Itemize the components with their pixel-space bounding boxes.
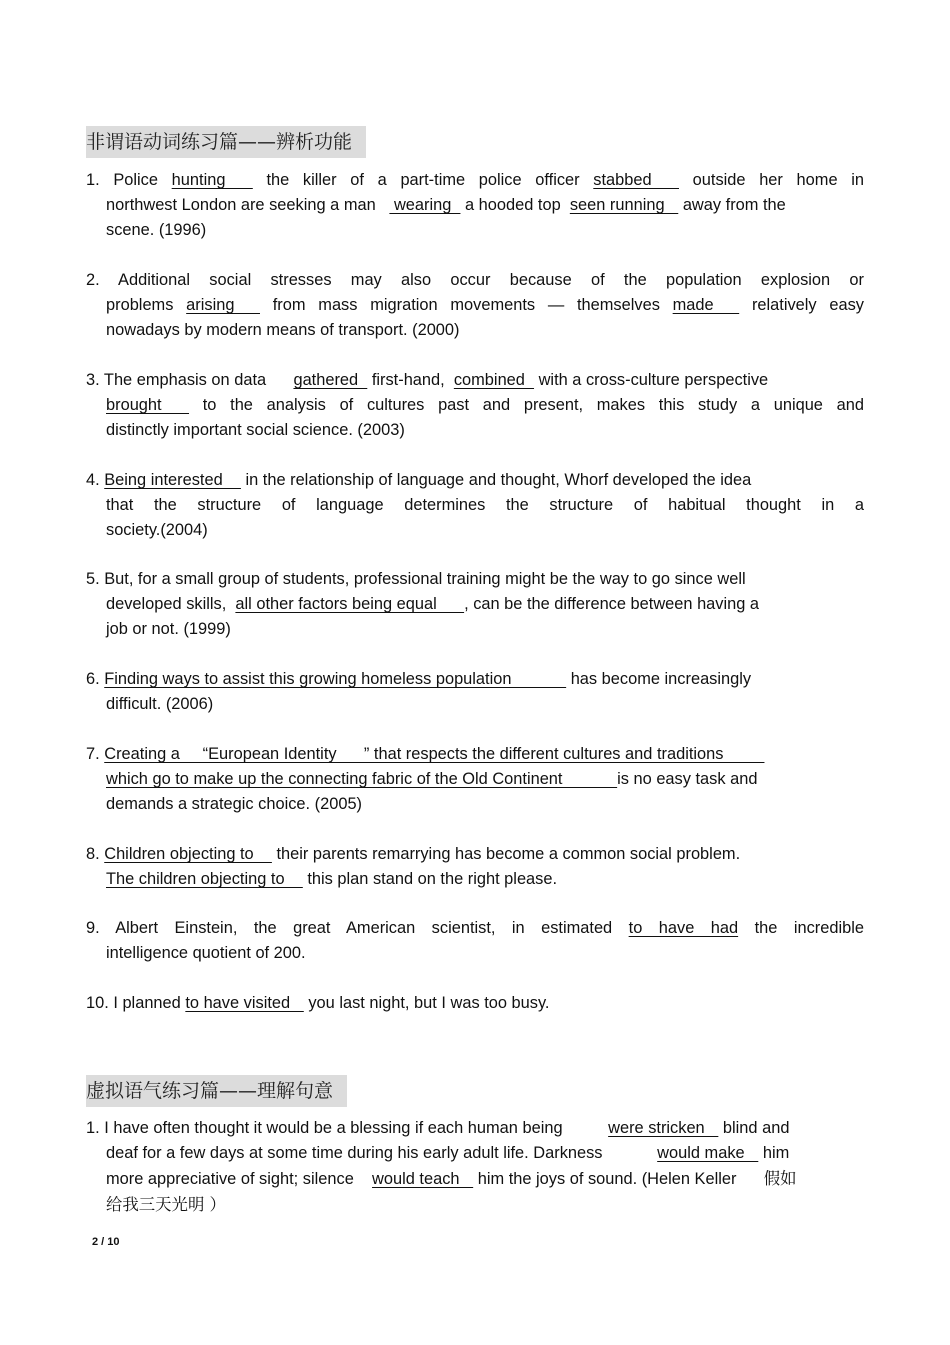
answer-blank: all other factors being equal bbox=[235, 595, 465, 613]
answer-blank: to have had bbox=[628, 919, 739, 937]
answer-blank: brought bbox=[106, 396, 190, 414]
answer-blank: Being interested bbox=[104, 471, 241, 489]
item-line: brought to the analysis of cultures past and present, makes this study a unique and bbox=[106, 396, 864, 414]
item-line: job or not. (1999) bbox=[106, 620, 231, 638]
section-heading-subjunctive: 虚拟语气练习篇——理解句意 bbox=[86, 1075, 347, 1107]
answer-blank: which go to make up the connecting fabric of the Old Continent bbox=[106, 770, 618, 788]
item-line: which go to make up the connecting fabric of the Old Continent is no easy task and bbox=[106, 770, 758, 788]
answer-blank: were stricken bbox=[608, 1119, 719, 1137]
exercise-item-4 bbox=[86, 468, 864, 543]
item-line: that the structure of language determines the structure of habitual thought in a bbox=[106, 496, 864, 514]
subjunctive-item-1 bbox=[86, 1116, 864, 1217]
answer-blank: would teach bbox=[372, 1170, 474, 1188]
answer-blank: arising bbox=[186, 296, 260, 314]
item-line: difficult. (2006) bbox=[106, 695, 214, 713]
item-line: 3. The emphasis on data gathered first-hand, combined with a cross-culture perspective bbox=[86, 371, 769, 389]
answer-blank: to have visited bbox=[185, 994, 304, 1012]
item-line: society.(2004) bbox=[106, 521, 208, 539]
item-line: deaf for a few days at some time during his early adult life. Darkness would make him bbox=[106, 1144, 790, 1162]
item-line: The children objecting to this plan stand on the right please. bbox=[106, 870, 558, 888]
answer-blank: wearing bbox=[389, 196, 461, 214]
item-line: 7. Creating a “European Identity ” that respects the different cultures and traditions bbox=[86, 745, 765, 763]
item-line: 6. Finding ways to assist this growing homeless population has become increasingly bbox=[86, 670, 752, 688]
answer-blank: combined bbox=[453, 371, 535, 389]
item-line: 2. Additional social stresses may also occur because of the population explosion or bbox=[86, 271, 864, 289]
exercise-item-10 bbox=[86, 991, 864, 1016]
answer-blank: Finding ways to assist this growing homeless population bbox=[104, 670, 567, 688]
exercise-item-3 bbox=[86, 368, 864, 443]
item-line: distinctly important social science. (2003) bbox=[106, 421, 405, 439]
exercise-item-5 bbox=[86, 567, 864, 642]
answer-blank: Creating a “European Identity ” that respects the different cultures and traditions bbox=[104, 745, 765, 763]
item-line: 4. Being interested in the relationship of language and thought, Whorf developed the idea bbox=[86, 471, 752, 489]
item-line: intelligence quotient of 200. bbox=[106, 944, 306, 962]
item-line: 1. Police hunting the killer of a part-time police officer stabbed outside her home in bbox=[86, 171, 864, 189]
item-line: 8. Children objecting to their parents remarrying has become a common social problem. bbox=[86, 845, 741, 863]
exercise-item-8 bbox=[86, 842, 864, 892]
item-line: problems arising from mass migration movements — themselves made relatively easy bbox=[106, 296, 865, 314]
answer-blank: hunting bbox=[171, 171, 253, 189]
answer-blank: would make bbox=[657, 1144, 759, 1162]
item-line: demands a strategic choice. (2005) bbox=[106, 795, 363, 813]
item-line: 9. Albert Einstein, the great American scientist, in estimated to have had the incredible bbox=[86, 919, 864, 937]
answer-blank: The children objecting to bbox=[106, 870, 303, 888]
item-line: more appreciative of sight; silence would teach him the joys of sound. (Helen Keller 假如 bbox=[106, 1169, 797, 1188]
answer-blank: seen running bbox=[569, 196, 679, 214]
exercise-item-7 bbox=[86, 742, 864, 817]
exercise-item-2 bbox=[86, 268, 864, 343]
exercise-item-9 bbox=[86, 916, 864, 966]
answer-blank: stabbed bbox=[593, 171, 679, 189]
item-line: 10. I planned to have visited you last night, but I was too busy. bbox=[86, 994, 550, 1012]
answer-blank: gathered bbox=[293, 371, 368, 389]
item-line: scene. (1996) bbox=[106, 221, 207, 239]
answer-blank: Children objecting to bbox=[104, 845, 272, 863]
page-number: 2 / 10 bbox=[92, 1236, 120, 1248]
section-heading-nonfinite-verbs: 非谓语动词练习篇——辨析功能 bbox=[86, 126, 366, 158]
item-line: 给我三天光明 ） bbox=[106, 1195, 226, 1214]
answer-blank: made bbox=[672, 296, 740, 314]
exercise-item-1 bbox=[86, 168, 864, 243]
item-line: developed skills, all other factors being equal , can be the difference between having a bbox=[106, 595, 760, 613]
item-line: 5. But, for a small group of students, professional training might be the way to go since well bbox=[86, 570, 746, 588]
item-line: 1. I have often thought it would be a blessing if each human being were stricken blind and bbox=[86, 1119, 790, 1137]
item-line: northwest London are seeking a man wearing a hooded top seen running away from the bbox=[106, 196, 786, 214]
item-line: nowadays by modern means of transport. (2000) bbox=[106, 321, 460, 339]
exercise-item-6 bbox=[86, 667, 864, 717]
